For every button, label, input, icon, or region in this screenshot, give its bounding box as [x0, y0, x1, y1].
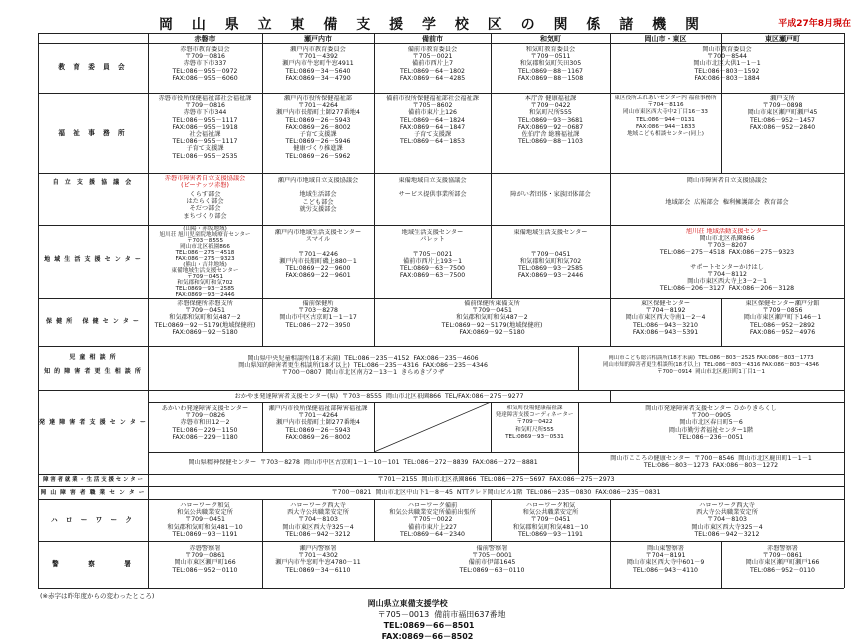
kyoiku-okayama: 岡山市教育委員会 〒700－8544 岡山市北区大供1－1－1 TEL:086－803－1592 FAX:086－803－1884: [693, 46, 761, 82]
hoken-akaiwa: 赤磐保健所赤磐支所 〒709－0451 和気郡和気町和気487－2 TEL:0869－92－5179(地域保健班) FAX:0869－92－5180: [154, 300, 256, 336]
kyoiku-bizen: 備前市教育委員会 〒705－0021 備前市西片上7 TEL:0869－64－1802 FAX:0869－64－4285: [399, 46, 466, 82]
hoken-seto: 東区保健センター瀬戸分館 〒709－0856 岡山市東区瀬戸町下146－1 TEL:086－952－2892 FAX:086－952－4976: [743, 300, 822, 336]
hellowork-okayama: ハローワーク西大寺 西大寺公共職業安定所 〒704－8103 岡山市東区西大寺325－4 TEL:086－942－3212: [691, 502, 763, 538]
hoken-higashi: 東区保健センター 〒704－8192 岡山市東区西大寺南1－2－4 TEL:086－943－3210 FAX:086－943－5391: [625, 300, 706, 336]
kyoiku-setouchi: 瀬戸内市教育委員会 〒701－4392 瀬戸内市牛窓町牛窓4911 TEL:0869－34－5640 FAX:0869－34－4790: [282, 46, 354, 82]
hattatsu-bizen-empty: [374, 402, 491, 452]
hellowork-akaiwa: ハローワーク和気 和気公共職業安定所 〒709－0451 和気郡和気町和気481－10 TEL:0869－93－1191: [167, 502, 243, 538]
jiritsu-akaiwa-subgroups: くらす部会 はたらく部会 そだつ部会 まちづくり部会: [183, 191, 227, 220]
shokugyo-center: 〒700－0821 岡山市北区中山下1－8－45 NTTクレド岡山ビル1階 TEL:086－235－0830 FAX:086－235－0831: [331, 489, 661, 496]
chiiki-akaiwa: (山陽・赤坂地域) 旭川荘 旭川児童院地域療育センター 〒703－8555 岡山市北区祇園866 TEL:086－275－4518 FAX:086－275－9323 (熊山・吉井地域) 東備地域生活支援センター 〒709－0451 和気郡和気町和気702 TEL:0869－93－2585 FAX:0869－93－2446: [159, 226, 251, 298]
police-higashi: 岡山東警察署 〒704－8191 岡山市東区西大寺中601－9 TEL:086－943－4110: [626, 545, 705, 574]
col-header-wake: 和気町: [540, 35, 561, 43]
shuro-center: 〒701－2155 岡山市北区祇園866 TEL:086－275－5697 FAX:086－275－2973: [377, 476, 615, 483]
seishin-prefecture: 岡山県精神保健センター 〒703－8278 岡山市中区古京町1－1－10－101 TEL:086－272－8839 FAX:086－272－8881: [188, 459, 538, 466]
col-header-bizen: 備前市: [422, 35, 443, 43]
institution-table: [38, 33, 844, 588]
jiritsu-tobi: 東備地域自立支援協議会 サービス提供事業所部会: [398, 177, 467, 199]
col-header-akaiwa: 赤磐市: [194, 35, 216, 43]
fukushi-seto: 瀬戸支所 〒709－0898 岡山市東区瀬戸町瀬戸45 TEL:086－952－1457 FAX:086－952－2840: [747, 95, 818, 131]
police-seto: 赤磐警察署 〒709－0861 岡山市東区瀬戸町瀬戸166 TEL:086－952－0110: [745, 545, 820, 574]
fukushi-higashi: 東区役所ふれあいセンター内 福祉事務所 〒704－8116 岡山市東区西大寺中2丁目16－33 TEL:086－944－0131 FAX:086－944－1833 地域こども相談センター(同上): [614, 95, 717, 138]
hattatsu-wake: 和気町役場健康福祉課 発達障害支援コーディネーター 〒709－0422 和気町尺所555 TEL:0869－93－0531: [495, 405, 574, 440]
footer-school: 岡山県立東備支援学校: [367, 599, 448, 608]
hoken-tobi: 備前保健所東備支所 〒709－0451 和気郡和気町和気487－2 TEL:0869－92－5179(地域保健班) FAX:0869－92－5180: [441, 300, 543, 336]
footnote: (※赤字は昨年度からの変わったところ): [40, 592, 155, 600]
jido-city: 岡山市こども総合相談所(18才未満) TEL:086－803－2525 FAX:086－803－1773 岡山市知的障害者更生相談所(18才以上) TEL:086－803－4316 FAX:086－803－4346 〒700－0914 岡山市北区鹿田町1丁目1－1: [603, 355, 819, 376]
hellowork-setouchi: ハローワーク西大寺 西大寺公共職業安定所 〒704－8103 岡山市東区西大寺325－4 TEL:086－942－3212: [282, 502, 354, 538]
row-label-chiiki: 地 域 生 活 支 援 セ ン タ ー: [44, 256, 142, 263]
row-label-jiritsu: 自 立 支 援 協 議 会: [52, 179, 134, 186]
date-note: 平成27年8月現在: [778, 19, 851, 29]
row-label-hellowork: ハ ロ ー ワ ー ク: [50, 516, 136, 524]
hattatsu-setouchi: 瀬戸内市役所保健福祉部障害福祉課 〒701－4264 瀬戸内市長船町土師277番地4 TEL:0869－26－5943 FAX:0869－26－8002: [268, 405, 368, 441]
row-label-shokugyo: 岡 山 障 害 者 職 業 セ ン タ ー: [40, 490, 146, 496]
hattatsu-prefecture: おかやま発達障害者支援センター(県) 〒703－8555 岡山市北区祇園866 TEL/FAX:086－275－9277: [234, 393, 524, 400]
row-label-shuro: 障 害 者 就 業 ・ 生 活 支 援 セ ン タ ー: [43, 477, 143, 483]
row-label-hoken: 保 健 所 保 健 セ ン タ ー: [46, 318, 140, 325]
hattatsu-akaiwa: あかいわ発達障害支援センター 〒709－0826 赤磐市和田12－2 TEL:086－229－1150 FAX:086－229－1180: [161, 405, 249, 441]
col-header-okayama-higashi: 岡山市・東区: [644, 35, 687, 43]
row-label-keisatsu: 警 察 署: [52, 560, 134, 568]
kyoiku-akaiwa: 赤磐市教育委員会 〒709－0816 赤磐市下市337 TEL:086－955－0972 FAX:086－955－6060: [172, 46, 238, 82]
police-setouchi: 瀬戸内警察署 〒701－4302 瀬戸内市牛窓町牛窓4780－11 TEL:0869－34－6110: [275, 545, 361, 574]
chiiki-wake: 東備地域生活支援センター 〒709－0451 和気郡和気町和気702 TEL:0869－93－2585 FAX:0869－93－2446: [513, 229, 588, 280]
footer-address: 〒705－0013 備前市福田637番地: [377, 610, 506, 619]
jiritsu-setouchi: 瀬戸内市地域自立支援協議会 地域生活部会 こども部会 就労支援部会: [277, 177, 359, 213]
fukushi-bizen: 備前市役所保健福祉部社会福祉課 〒705－8602 備前市東片上126 TEL:0869－64－1824 FAX:0869－64－1847 子育て支援課 TEL:0869－64－1853: [386, 95, 479, 146]
chiiki-bizen: 地域生活支援センター パレット 〒705－0021 備前市西片上193－1 TEL:0869－63－7500 FAX:0869－63－7500: [399, 229, 466, 280]
hellowork-wake: ハローワーク和気 和気公共職業安定所 〒709－0451 和気郡和気町和気481－10 TEL:0869－93－1191: [512, 502, 589, 538]
jiritsu-okayama: 岡山市障害者自立支援協議会 地域部会 広報部会 権利擁護部会 教育部会: [665, 177, 789, 206]
chiiki-setouchi: 瀬戸内市地域生活支援センター スマイル 〒701－4246 瀬戸内市長船町磯上880－1 TEL:0869－22－9600 FAX:0869－22－9601: [274, 229, 362, 280]
kyoiku-wake: 和気町教育委員会 〒709－0511 和気郡和気町矢田305 TEL:0869－88－1167 FAX:0869－88－1508: [517, 46, 584, 82]
col-header-setouchi: 瀬戸内市: [304, 35, 332, 43]
footer-fax: FAX:0869－66－8502: [381, 632, 474, 641]
jido-prefecture: 岡山県中央児童相談所(18才未満) TEL:086－235－4152 FAX:086－235－4606 岡山県知的障害者更生相談所(18才以上) TEL:086－235－4316 FAX:086－235－4346 〒700－0807 岡山市北区南方2－13－1 きらめきプラザ: [238, 355, 488, 377]
chiiki-okayama-name: 旭川荘 地域活動支援センター: [685, 228, 769, 235]
fukushi-setouchi: 瀬戸内市役所保健福祉部 〒701－4264 瀬戸内市長船町土師277番地4 TEL:0869－26－5943 FAX:0869－26－8002 子育て支援課 TEL:0869－26－5946 健康づくり推進課 TEL:0869－26－5962: [276, 95, 360, 160]
page-title: 岡 山 県 立 東 備 支 援 学 校 区 の 関 係 諸 機 関: [159, 17, 706, 33]
row-label-jido: 児 童 相 談 所 知 的 障 害 者 更 生 相 談 所: [44, 354, 142, 375]
col-header-seto: 東区瀬戸町: [765, 35, 800, 43]
police-akaiwa: 赤磐警察署 〒709－0861 岡山市東区瀬戸町166 TEL:086－952－0110: [172, 545, 238, 574]
row-label-hattatsu: 発 達 障 害 者 支 援 セ ン タ ー: [39, 419, 147, 426]
row-label-fukushi: 福 祉 事 務 所: [58, 129, 128, 137]
fukushi-akaiwa: 赤磐市役所保健福祉部社会福祉課 〒709－0816 赤磐市下市344 TEL:086－955－1117 FAX:086－955－1918 社会福祉課 TEL:086－955－1117 子育て支援課 TEL:086－955－2535: [158, 95, 252, 160]
hattatsu-okayama: 岡山市発達障害者支援センター ひかりきらくし 〒700－0905 岡山市北区春日町5－6 岡山市勤労者福祉センター1階 TEL:086－236－0051: [645, 405, 777, 441]
footer: [362, 589, 506, 642]
jiritsu-tobi-family: 障がい者団体・家族団体部会: [510, 191, 591, 199]
row-label-kyoiku: 教 育 委 員 会: [58, 63, 128, 71]
fukushi-wake: 本庁舎 健康福祉課 〒709－0422 和気町尺所555 TEL:0869－93－3681 FAX:0869－92－0687 佐伯庁舎 総務福祉課 TEL:0869－88－1103: [517, 95, 584, 146]
hellowork-bizen: ハローワーク備前 和気公共職業安定所備前出張所 〒705－0022 備前市東片上227 TEL:0869－64－2340: [389, 502, 476, 538]
chiiki-okayama: 岡山市北区祇園866 〒703－8207 TEL:086－275－4518 FAX:086－275－9323 サポートセンターかけはし 〒704－8112 岡山市東区西大寺上3－2－1 TEL:086－206－3127 FAX:086－206－3128: [659, 235, 795, 293]
police-bizen: 備前警察署 〒705－0001 備前市伊部1645 TEL:0869－63－0110: [459, 545, 525, 574]
jiritsu-akaiwa-name: 赤磐市障害者自立支援協議会 (ピーナッツ赤磐): [164, 175, 246, 190]
hoken-setouchi: 備前保健所 〒703－8278 岡山市中区古京町1－1－17 TEL:086－272－3950: [279, 300, 357, 329]
footer-tel: TEL:0869－66－8501: [383, 621, 475, 630]
seishin-city: 岡山市こころの健康センター 〒700－8546 岡山市北区鹿田町1－1－1 TEL:086－803－1273 FAX:086－803－1272: [610, 455, 812, 470]
